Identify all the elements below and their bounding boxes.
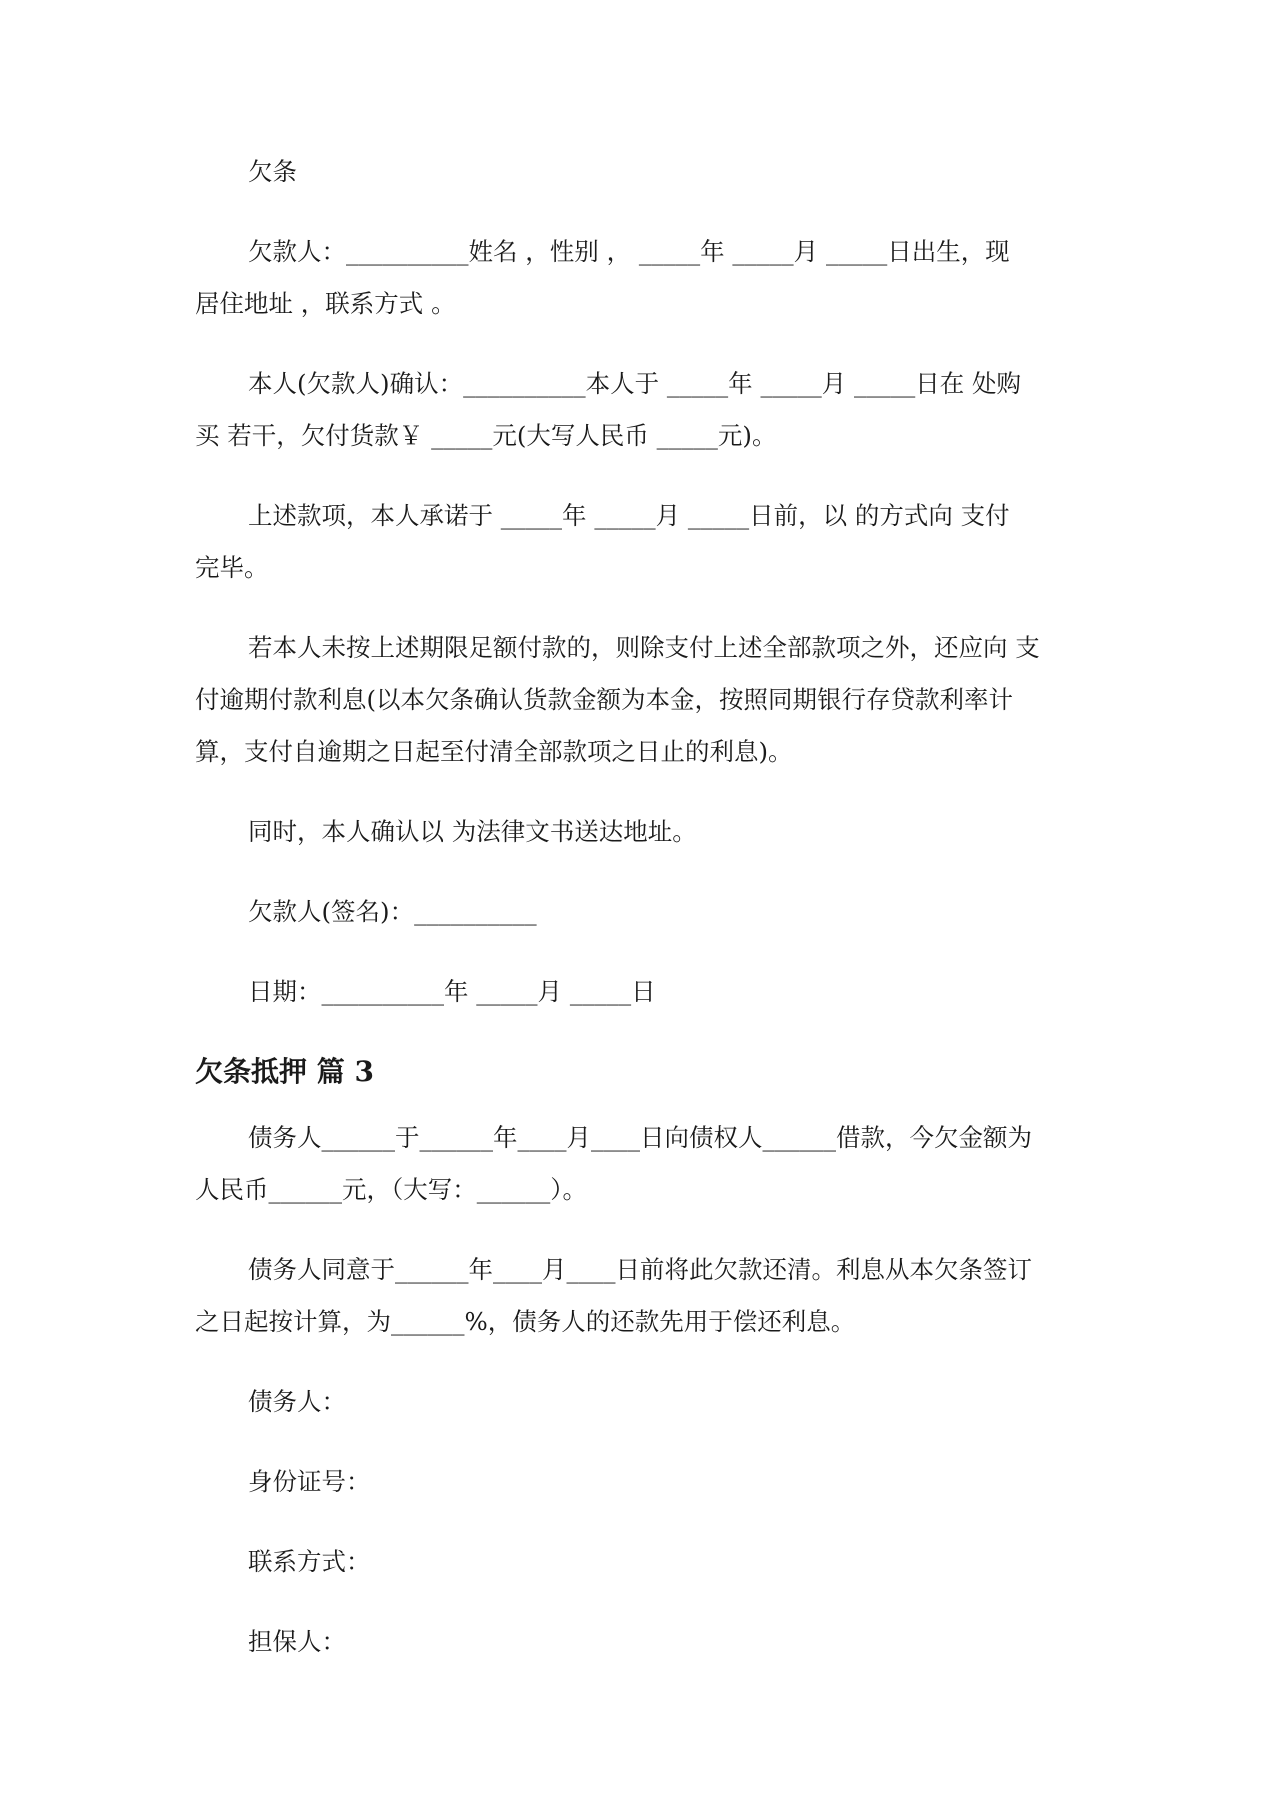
address-confirm: 同时，本人确认以 为法律文书送达地址。	[248, 817, 697, 846]
doc-title: 欠条	[248, 157, 297, 186]
debtor-info-line-1: 欠款人：__________姓名 ，性别 ， _____年 _____月 _____日出生，现	[248, 237, 1010, 266]
confirm-line-2: 买 若干，欠付货款￥ _____元(大写人民币 _____元)。	[195, 421, 777, 450]
signature-line: 欠款人(签名)：__________	[248, 897, 537, 926]
loan-line-1: 债务人______于______年____月____日向债权人______借款，今欠金额为	[248, 1123, 1032, 1152]
id-number-field: 身份证号：	[248, 1467, 371, 1496]
guarantor-field: 担保人：	[248, 1627, 346, 1656]
penalty-line-1: 若本人未按上述期限足额付款的，则除支付上述全部款项之外，还应向 支	[248, 633, 1040, 662]
penalty-line-2: 付逾期付款利息(以本欠条确认货款金额为本金，按照同期银行存贷款利率计	[195, 685, 1014, 714]
promise-line-2: 完毕。	[195, 553, 269, 582]
confirm-line-1: 本人(欠款人)确认：__________本人于 _____年 _____月 _____日在 处购	[248, 369, 1022, 398]
debtor-info-line-2: 居住地址 ，联系方式 。	[195, 289, 456, 318]
debtor-field: 债务人：	[248, 1387, 346, 1416]
promise-line-1: 上述款项，本人承诺于 _____年 _____月 _____日前，以 的方式向 支付	[248, 501, 1010, 530]
section-heading: 欠条抵押 篇 3	[195, 1055, 374, 1088]
penalty-line-3: 算，支付自逾期之日起至付清全部款项之日止的利息)。	[195, 737, 793, 766]
loan-line-2: 人民币______元，（大写：______）。	[195, 1175, 587, 1204]
repay-line-2: 之日起按计算，为______%，债务人的还款先用于偿还利息。	[195, 1307, 856, 1336]
date-line: 日期：__________年 _____月 _____日	[248, 977, 656, 1006]
contact-field: 联系方式：	[248, 1547, 371, 1576]
repay-line-1: 债务人同意于______年____月____日前将此欠款还清。利息从本欠条签订	[248, 1255, 1032, 1284]
